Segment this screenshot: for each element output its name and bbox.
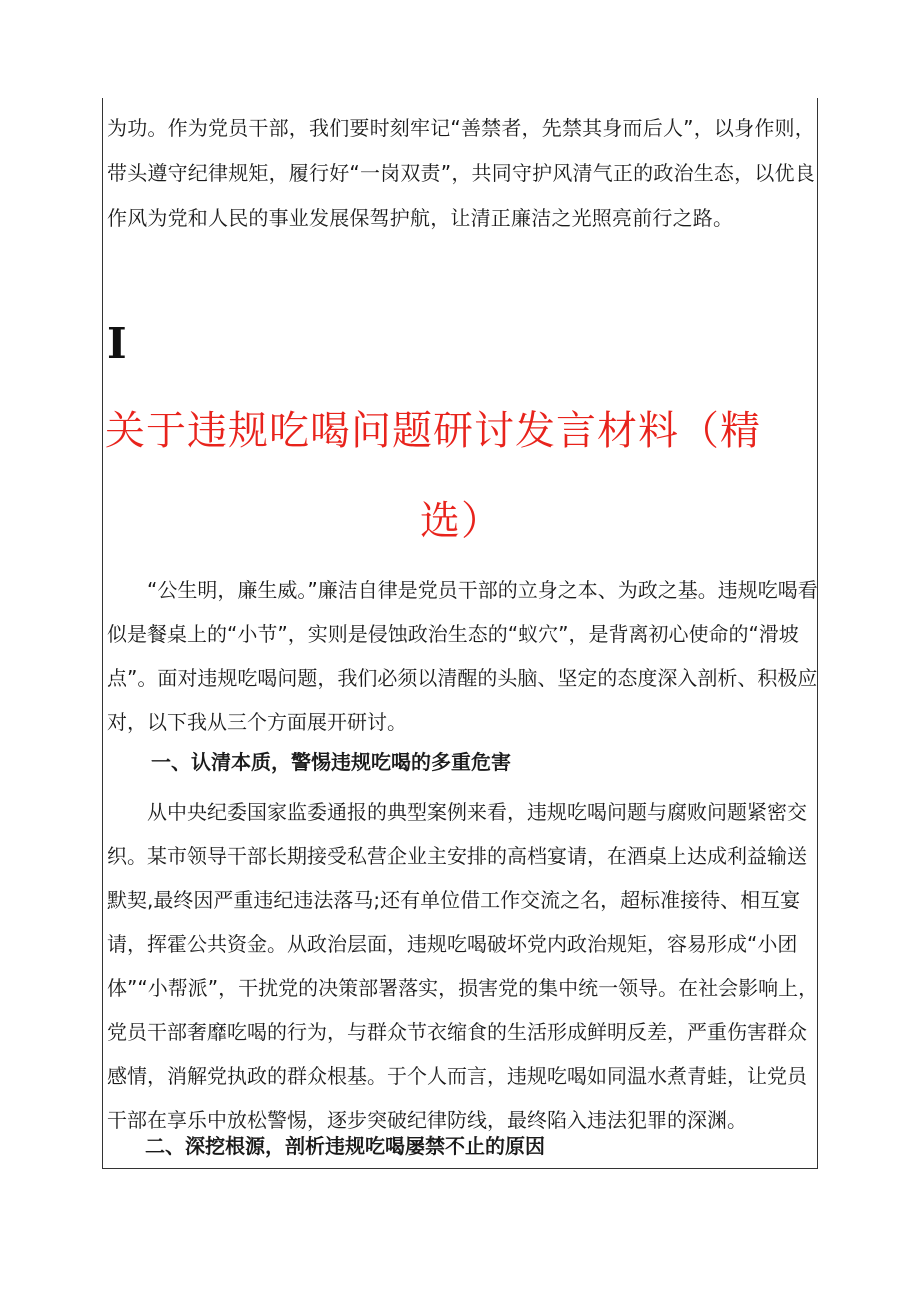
section-heading-1: 一、认清本质，警惕违规吃喝的多重危害 xyxy=(151,750,511,774)
document-frame xyxy=(102,98,818,1169)
continuation-paragraph: 为功。作为党员干部，我们要时刻牢记“善禁者，先禁其身而后人”，以身作则，带头遵守纪律规矩，履行好“一岗双责”，共同守护风清气正的政治生态，以优良作风为党和人民的事业发展保驾护航，让清正廉洁之光照亮前行之路。 xyxy=(107,116,815,230)
document-title xyxy=(103,386,819,566)
title-line-1: 关于违规吃喝问题研讨发言材料（精 xyxy=(105,408,761,454)
body-paragraph: 从中央纪委国家监委通报的典型案例来看，违规吃喝问题与腐败问题紧密交织。某市领导干部长期接受私营企业主安排的高档宴请，在酒桌上达成利益输送默契,最终因严重违纪违法落马;还有单位借工作交流之名，超标准接待、相互宴请，挥霍公共资金。从政治层面，违规吃喝破坏党内政治规矩，容易形成“小团体”“小帮派”，干扰党的决策部署落实，损害党的集中统一领导。在社会影响上，党员干部奢靡吃喝的行为，与群众节衣缩食的生活形成鲜明反差，严重伤害群众感情，消解党执政的群众根基。于个人而言，违规吃喝如同温水煮青蛙，让党员干部在享乐中放松警惕，逐步突破纪律防线，最终陷入违法犯罪的深渊。 xyxy=(107,800,819,1132)
title-line-2: 选） xyxy=(420,498,502,544)
intro-paragraph: “公生明，廉生威。”廉洁自律是党员干部的立身之本、为政之基。违规吃喝看似是餐桌上的“小节”，实则是侵蚀政治生态的“蚁穴”，是背离初心使命的“滑坡点”。面对违规吃喝问题，我们必须以清醒的头脑、坚定的态度深入剖析、积极应对，以下我从三个方面展开研讨。 xyxy=(107,578,818,734)
section-heading-2: 二、深挖根源，剖析违规吃喝屡禁不止的原因 xyxy=(145,1134,545,1158)
section-marker: I xyxy=(107,319,127,368)
